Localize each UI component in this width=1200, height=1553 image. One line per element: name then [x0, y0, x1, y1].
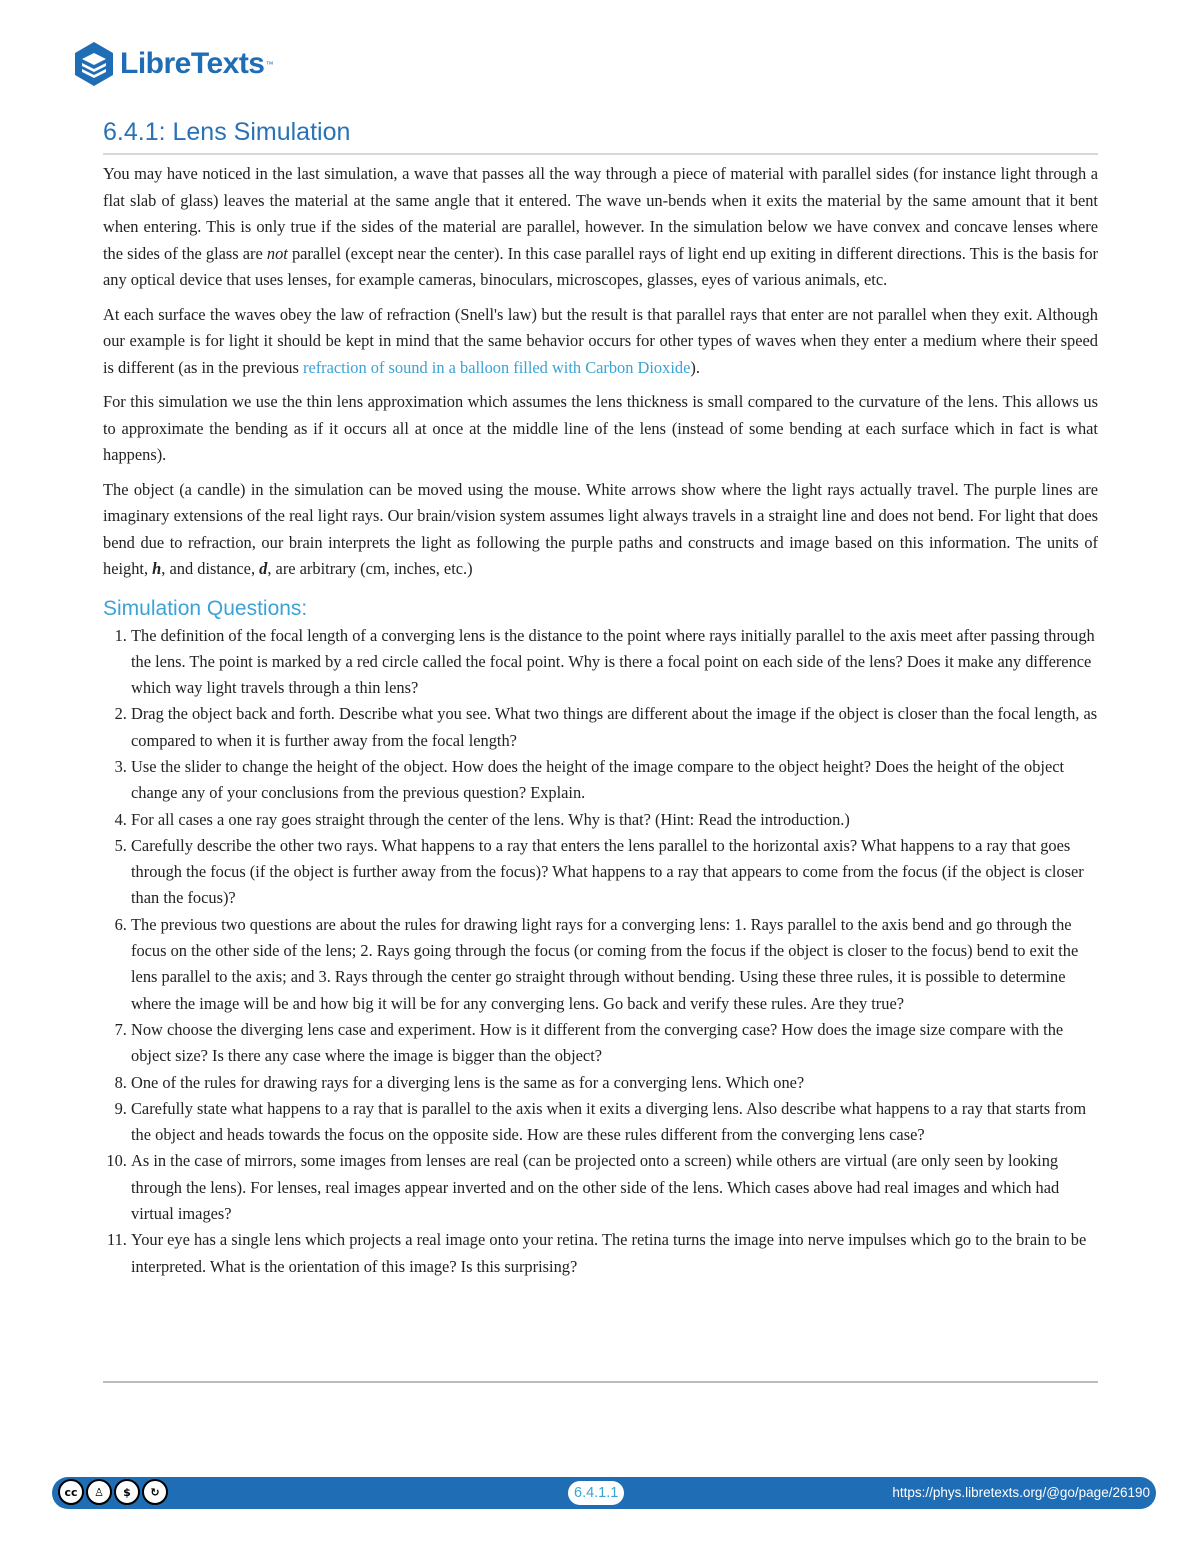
- license-badge[interactable]: [58, 1479, 168, 1507]
- paragraph-text: parallel (except near the center). In this case parallel rays of light end up exiting in different directions. This is the basis for any optical device that uses lenses, for example cameras, binoculars, microscopes, glasses, eyes of various animals, etc.: [103, 243, 1099, 289]
- libretexts-logo-icon: [72, 40, 116, 88]
- page-title: 6.4.1: Lens Simulation: [103, 118, 1098, 155]
- question-item: 8. One of the rules for drawing rays for a diverging lens is the same as for a converging lens. Which one?: [131, 1070, 1098, 1096]
- page-content: [103, 118, 1098, 1280]
- page-url-link[interactable]: https://phys.libretexts.org/@go/page/26190: [892, 1485, 1150, 1500]
- question-item: 2. Drag the object back and forth. Describe what you see. What two things are different about the image if the object is closer than the focal length, as compared to when it is further away from the focal length?: [131, 701, 1098, 754]
- nc-icon: $: [114, 1479, 140, 1505]
- thin-lens-paragraph: For this simulation we use the thin lens approximation which assumes the lens thickness is small compared to the curvature of the lens. This allows us to approximate the bending as if it occurs all at once at the middle line of the lens (instead of some bending at each surface which in fact is what happens).: [103, 392, 1098, 464]
- question-item: 6. The previous two questions are about the rules for drawing light rays for a converging lens: 1. Rays parallel to the axis bend and go through the focus on the other side of the lens; 2. Rays going through the focus (or coming from the focus if the object is closer to the focus) bend to exit the lens parallel to the axis; and 3. Rays through the center go straight through without bending. Using these three rules, it is possible to determine where the image will be and how big it will be for any converging lens. Go back and verify these rules. Are they true?: [131, 912, 1098, 1017]
- paragraph-text: , and distance,: [161, 559, 260, 578]
- paragraph-text: At each surface the waves obey the law of refraction (Snell's law) but the result is that parallel rays that enter are not parallel when they exit. Although our example is for light it should be kept in mind that the same behavior occurs for other types of waves when they enter a medium where their speed is different (as in the previous: [103, 304, 1098, 377]
- question-item: 7. Now choose the diverging lens case and experiment. How is it different from the converging case? How does the image size compare with the object size? Is there any case where the image is bigger than the object?: [131, 1017, 1098, 1070]
- paragraph-text: , are arbitrary (cm, inches, etc.): [267, 559, 473, 578]
- questions-heading: Simulation Questions:: [103, 596, 308, 620]
- brand-name: LibreTexts: [120, 47, 265, 80]
- libretexts-logo[interactable]: [72, 40, 274, 88]
- height-variable: h: [152, 559, 162, 578]
- question-item: 11. Your eye has a single lens which projects a real image onto your retina. The retina turns the image into nerve impulses which go to the brain to be interpreted. What is the orientation of this image? Is this surprising?: [131, 1227, 1098, 1280]
- question-item: 9. Carefully state what happens to a ray that is parallel to the axis when it exits a diverging lens. Also describe what happens to a ray that starts from the object and heads towards the focus on the opposite side. How are these rules different from the converging lens case?: [131, 1096, 1098, 1149]
- questions-list: [103, 623, 1098, 1280]
- content-end-divider: [103, 1381, 1098, 1383]
- question-item: 1. The definition of the focal length of a converging lens is the distance to the point where rays initially parallel to the axis meet after passing through the lens. The point is marked by a red circle called the focal point. Why is there a focal point on each side of the lens? Does it make any difference which way light travels through a thin lens?: [131, 623, 1098, 702]
- paragraph-text: The object (a candle) in the simulation can be moved using the mouse. White arrows show where the light rays actually travel. The purple lines are imaginary extensions of the real light rays. Our brain/vision system assumes light always travels in a straight line and does not bend. For light that does bend due to refraction, our brain interprets the light as following the purple paths and constructs and image based on this information. The units of height,: [103, 479, 1098, 578]
- question-item: 10. As in the case of mirrors, some images from lenses are real (can be projected onto a screen) while others are virtual (are only seen by looking through the lens). For lenses, real images appear inverted and on the other side of the lens. Which cases above had real images and which had virtual images?: [131, 1148, 1098, 1227]
- brand-trademark: ™: [265, 59, 274, 69]
- distance-variable: d: [259, 559, 268, 578]
- object-paragraph: [103, 477, 1098, 583]
- paragraph-text: ).: [690, 357, 700, 377]
- cc-icon: cc: [58, 1479, 84, 1505]
- page-number: 6.4.1.1: [568, 1481, 624, 1505]
- question-item: 5. Carefully describe the other two rays. What happens to a ray that enters the lens parallel to the horizontal axis? What happens to a ray that goes through the focus (if the object is further away from the focus)? What happens to a ray that appears to come from the focus (if the object is closer than the focus)?: [131, 833, 1098, 912]
- previous-simulation-link[interactable]: refraction of sound in a balloon filled with Carbon Dioxide: [302, 357, 691, 377]
- paragraph-text: You may have noticed in the last simulation, a wave that passes all the way through a piece of material with parallel sides (for instance light through a flat slab of glass) leaves the material at the same angle that it entered. The wave un-bends when it exits the material by the same amount that it bent when entering. This is only true if the sides of the material are parallel, however. In the simulation below we have convex and concave lenses where the sides of the glass are: [103, 164, 1098, 263]
- refraction-paragraph: [103, 302, 1098, 382]
- intro-paragraph: [103, 161, 1098, 294]
- sa-icon: ↻: [142, 1479, 168, 1505]
- by-icon: ♙: [86, 1479, 112, 1505]
- emphasis-text: not: [266, 243, 288, 263]
- question-item: 3. Use the slider to change the height of the object. How does the height of the image compare to the object height? Does the height of the object change any of your conclusions from the previous question? Explain.: [131, 754, 1098, 807]
- question-item: 4. For all cases a one ray goes straight through the center of the lens. Why is that? (Hint: Read the introduction.): [131, 807, 1098, 833]
